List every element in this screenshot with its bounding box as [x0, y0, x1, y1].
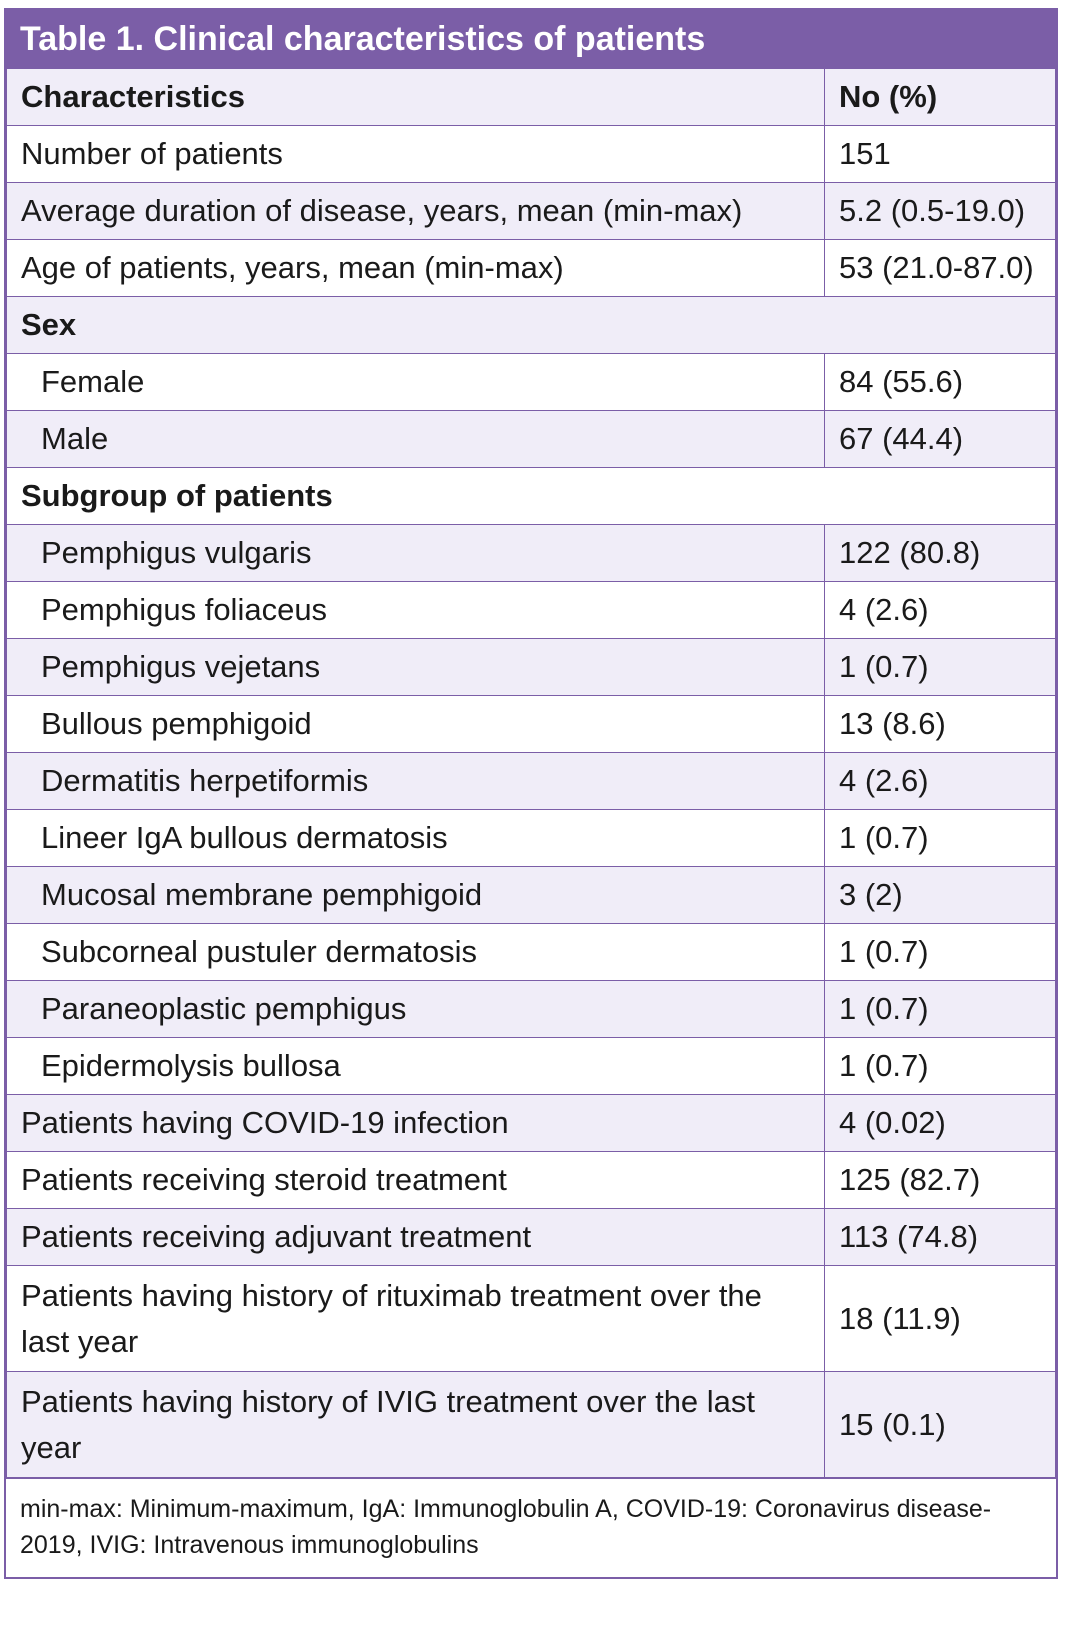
table-row — [7, 183, 1056, 240]
section-row-sex — [7, 297, 1056, 354]
table-row — [7, 240, 1056, 297]
row-label: Dermatitis herpetiformis — [7, 753, 825, 810]
section-row-subgroup — [7, 468, 1056, 525]
row-value: 1 (0.7) — [825, 639, 1056, 696]
row-label: Pemphigus vulgaris — [7, 525, 825, 582]
table-row — [7, 411, 1056, 468]
row-value: 4 (0.02) — [825, 1095, 1056, 1152]
row-value: 4 (2.6) — [825, 753, 1056, 810]
table-footnote: min-max: Minimum-maximum, IgA: Immunoglobulin A, COVID-19: Coronavirus disease-2019, IVIG: Intravenous immunoglobulins — [6, 1478, 1056, 1577]
table-row — [7, 1095, 1056, 1152]
row-value: 125 (82.7) — [825, 1152, 1056, 1209]
row-value: 1 (0.7) — [825, 924, 1056, 981]
row-label: Female — [7, 354, 825, 411]
row-value: 15 (0.1) — [825, 1372, 1056, 1478]
row-label: Male — [7, 411, 825, 468]
row-label: Pemphigus foliaceus — [7, 582, 825, 639]
row-label: Epidermolysis bullosa — [7, 1038, 825, 1095]
section-label: Sex — [7, 297, 1056, 354]
row-label: Paraneoplastic pemphigus — [7, 981, 825, 1038]
table-row — [7, 696, 1056, 753]
header-no-percent: No (%) — [825, 69, 1056, 126]
table-row — [7, 582, 1056, 639]
row-value: 13 (8.6) — [825, 696, 1056, 753]
row-label: Pemphigus vejetans — [7, 639, 825, 696]
row-label: Number of patients — [7, 126, 825, 183]
row-value: 67 (44.4) — [825, 411, 1056, 468]
table-row — [7, 1372, 1056, 1478]
table-row — [7, 1152, 1056, 1209]
row-label: Subcorneal pustuler dermatosis — [7, 924, 825, 981]
row-value: 53 (21.0-87.0) — [825, 240, 1056, 297]
clinical-characteristics-table — [4, 8, 1058, 1579]
row-value: 5.2 (0.5-19.0) — [825, 183, 1056, 240]
row-label: Patients receiving steroid treatment — [7, 1152, 825, 1209]
table-row — [7, 1038, 1056, 1095]
data-table — [6, 68, 1056, 1478]
table-row — [7, 981, 1056, 1038]
row-label: Mucosal membrane pemphigoid — [7, 867, 825, 924]
table-row — [7, 753, 1056, 810]
section-label: Subgroup of patients — [7, 468, 1056, 525]
row-value: 1 (0.7) — [825, 810, 1056, 867]
row-label: Lineer IgA bullous dermatosis — [7, 810, 825, 867]
row-value: 3 (2) — [825, 867, 1056, 924]
row-value: 151 — [825, 126, 1056, 183]
row-label: Age of patients, years, mean (min-max) — [7, 240, 825, 297]
row-value: 84 (55.6) — [825, 354, 1056, 411]
row-value: 18 (11.9) — [825, 1266, 1056, 1372]
table-row — [7, 525, 1056, 582]
row-value: 113 (74.8) — [825, 1209, 1056, 1266]
row-label: Patients receiving adjuvant treatment — [7, 1209, 825, 1266]
table-row — [7, 924, 1056, 981]
table-row — [7, 810, 1056, 867]
row-value: 1 (0.7) — [825, 981, 1056, 1038]
table-row — [7, 1209, 1056, 1266]
header-characteristics: Characteristics — [7, 69, 825, 126]
table-row — [7, 639, 1056, 696]
row-value: 122 (80.8) — [825, 525, 1056, 582]
row-label: Average duration of disease, years, mean (min-max) — [7, 183, 825, 240]
row-label: Patients having COVID-19 infection — [7, 1095, 825, 1152]
table-row — [7, 126, 1056, 183]
row-value: 4 (2.6) — [825, 582, 1056, 639]
row-label: Bullous pemphigoid — [7, 696, 825, 753]
table-row — [7, 354, 1056, 411]
table-title: Table 1. Clinical characteristics of patients — [6, 10, 1056, 68]
table-row — [7, 867, 1056, 924]
table-row — [7, 1266, 1056, 1372]
row-label: Patients having history of rituximab treatment over the last year — [7, 1266, 825, 1372]
header-row — [7, 69, 1056, 126]
row-value: 1 (0.7) — [825, 1038, 1056, 1095]
row-label: Patients having history of IVIG treatment over the last year — [7, 1372, 825, 1478]
